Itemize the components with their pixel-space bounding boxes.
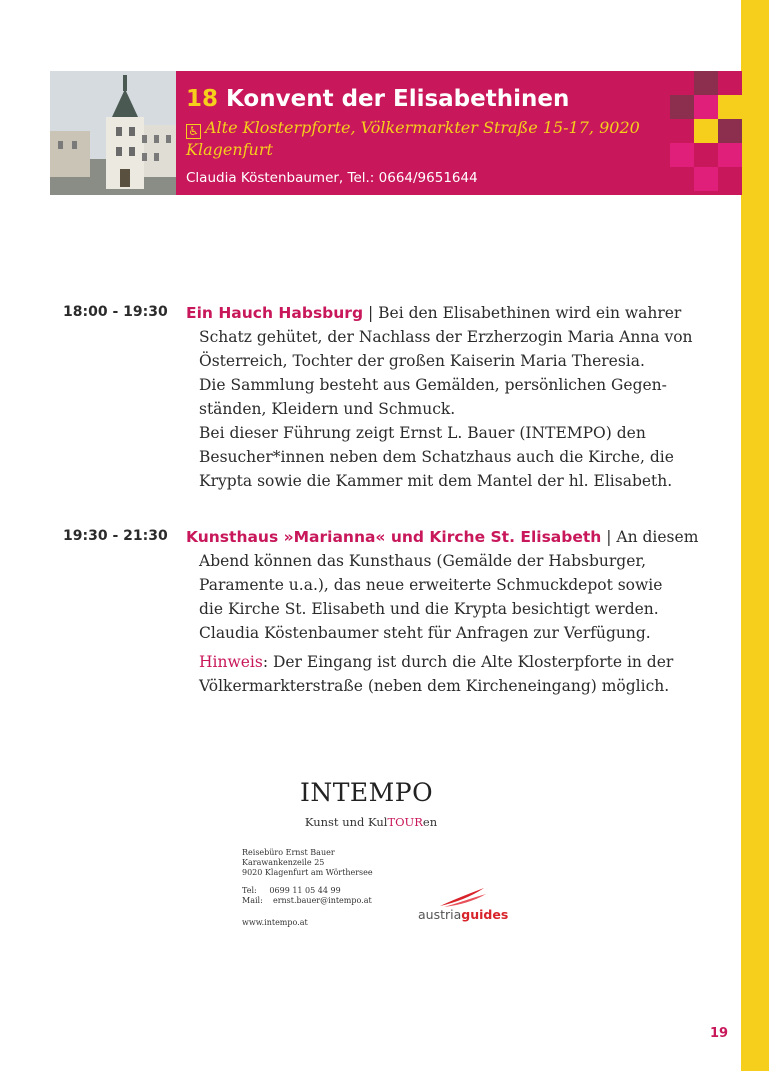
church-photo: [50, 71, 176, 195]
wheelchair-icon: ♿: [186, 124, 201, 139]
location-number: 18: [186, 86, 219, 112]
program-entry: Kunsthaus »Marianna« und Kirche St. Elisabeth | An diesem Abend können das Kunsthaus (Gemälde der Habsburger, Paramente u.a.), das neue erweiterte Schmuckdepot sowie die Kirche St. Elisabeth und die Krypta besichtigt werden. Claudia Köstenbaumer steht für Anfragen zur Verfügung.: [186, 528, 699, 642]
yellow-side-strip: [741, 0, 769, 1071]
location-address: [186, 117, 656, 161]
intempo-logo: INTEMPO: [300, 778, 434, 807]
program-entry: Ein Hauch Habsburg | Bei den Elisabethinen wird ein wahrer Schatz gehütet, der Nachlass der Erzherzogin Maria Anna von Österreich, Tochter der großen Kaiserin Maria Theresia. Die Sammlung besteht aus Gemälden, persönlichen Gegen- ständen, Kleidern und Schmuck. Bei dieser Führung zeigt Ernst L. Bauer (INTEMPO) den Besucher*innen neben dem Schatzhaus auch die Kirche, die Krypta sowie die Kammer mit dem Mantel der hl. Elisabeth.: [186, 304, 693, 490]
austriaguides-swoosh-icon: [438, 886, 488, 908]
agency-contact: Tel: 0699 11 05 44 99 Mail: ernst.bauer@intempo.at: [242, 886, 372, 905]
entry-time: 18:00 - 19:30: [63, 304, 168, 320]
austriaguides-logo: austriaguides: [418, 907, 509, 922]
entry-title: Ein Hauch Habsburg: [186, 304, 364, 322]
entry-title: Kunsthaus »Marianna« und Kirche St. Elisabeth: [186, 528, 602, 546]
hint-label: Hinweis: [199, 653, 263, 671]
location-name: Konvent der Elisabethinen: [226, 86, 570, 112]
page-number: 19: [710, 1026, 729, 1041]
location-title: [186, 86, 569, 112]
intempo-subtitle: Kunst und KulTOURen: [304, 815, 438, 829]
entry-time: 19:30 - 21:30: [63, 528, 168, 544]
agency-website: www.intempo.at: [242, 918, 308, 927]
address-text: Alte Klosterpforte, Völkermarkter Straße 15-17, 9020 Klagenfurt: [186, 118, 640, 159]
location-contact: Claudia Köstenbaumer, Tel.: 0664/9651644: [186, 170, 478, 186]
hint-note: Hinweis: Der Eingang ist durch die Alte Klosterpforte in der Völkermarkterstraße (neben dem Kircheneingang) möglich.: [199, 653, 674, 695]
agency-address: Reisebüro Ernst Bauer Karawankenzeile 25 9020 Klagenfurt am Wörthersee: [242, 848, 373, 877]
